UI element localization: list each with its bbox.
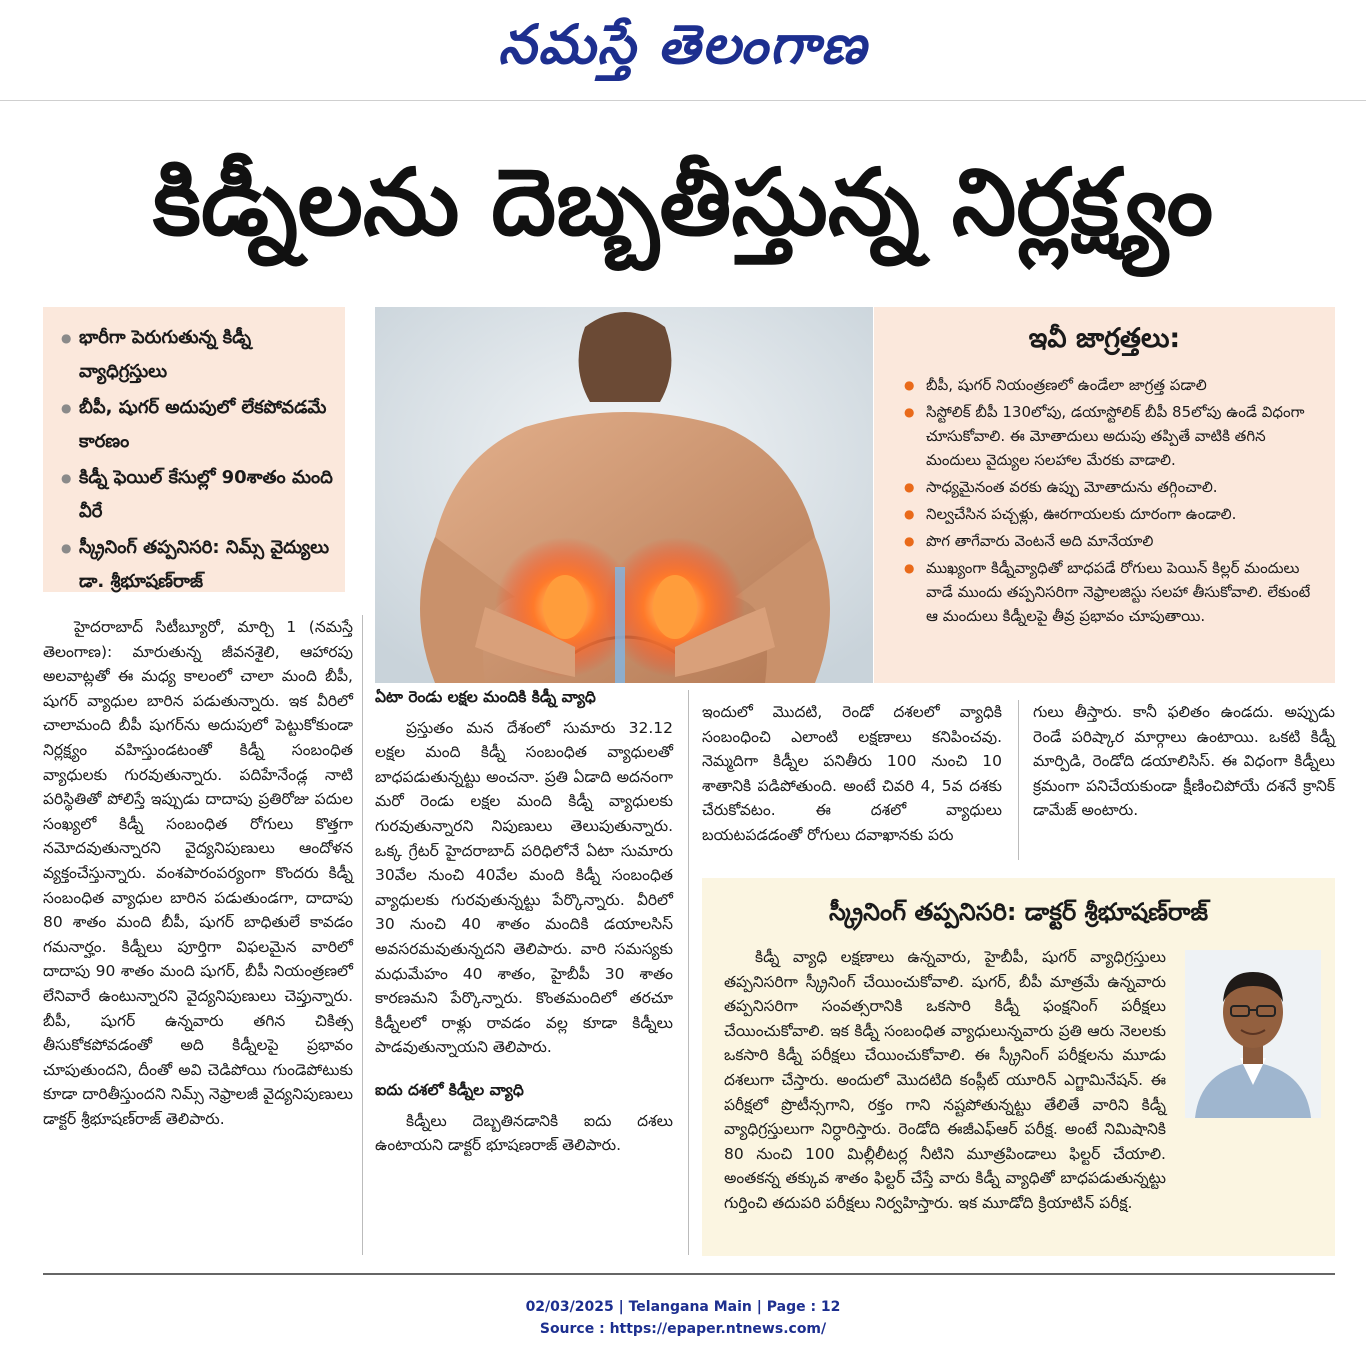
newspaper-logo: నమస్తే తెలంగాణ (498, 12, 868, 76)
page-footer (0, 1296, 1366, 1340)
masthead (0, 0, 1366, 86)
screening-box (702, 878, 1335, 1256)
article-column-4 (1033, 700, 1335, 823)
page-bottom-rule (43, 1273, 1335, 1275)
precaution-item: ● నిల్వచేసిన పచ్చళ్లు, ఊరగాయలకు దూరంగా ఉండాలి. (904, 502, 1319, 526)
article-column-3 (702, 700, 1002, 848)
article-paragraph: కిడ్నీలు దెబ్బతినడానికి ఐదు దశలు ఉంటాయని డాక్టర్ భూషణరాజ్ తెలిపారు. (375, 1111, 673, 1155)
subheading: ఐదు దశలో కిడ్నీల వ్యాధి (375, 1080, 524, 1099)
precaution-item: ● పొగ తాగేవారు వెంటనే అది మానేయాలి (904, 529, 1319, 553)
highlight-item: ● కిడ్నీ ఫెయిల్ కేసుల్లో 90శాతం మంది వీరే (61, 461, 335, 529)
highlight-item: ● భారీగా పెరుగుతున్న కిడ్నీ వ్యాధిగ్రస్తులు (61, 321, 335, 389)
article-column-2 (375, 685, 673, 1158)
subheading: ఏటా రెండు లక్షల మందికి కిడ్నీ వ్యాధి (375, 688, 596, 706)
article-lead-paragraph: హైదరాబాద్ సిటీబ్యూరో, మార్చి 1 (నమస్తే తెలంగాణ): మారుతున్న జీవనశైలి, ఆహారపు అలవాట్లతో ఈ మధ్య కాలంలో చాలా మంది బీపీ, షుగర్ వ్యాధుల బారిన పడుతున్నారు. ఇక వీరిలో చాలామంది బీపీ షుగర్‌ను అదుపులో పెట్టుకోకుండా నిర్లక్ష్యం వహిస్తుండటంతో కిడ్నీ సంబంధిత వ్యాధులకు గురవుతున్నారు. పదిహేనేండ్ల నాటి పరిస్థితితో పోలిస్తే ఇప్పుడు దాదాపు ప్రతిరోజు పదుల సంఖ్యలో కిడ్నీ సంబంధిత రోగులు కొత్తగా నమోదవుతున్నారని వైద్యనిపుణులు ఆందోళన వ్యక్తంచేస్తున్నారు. వంశపారంపర్యంగా కొందరు కిడ్నీ సంబంధిత వ్యాధుల బారిన పడుతుండగా, దాదాపు 80 శాతం మంది బీపీ, షుగర్ బాధితులే కావడం గమనార్హం. కిడ్నీలు పూర్తిగా విఫలమైన వారిలో దాదాపు 90 శాతం మంది షుగర్, బీపీ నియంత్రణలో లేనివారే ఉంటున్నారని వైద్యనిపుణులు చెప్తున్నారు. బీపీ, షుగర్ ఉన్నవారు తగిన చికిత్స తీసుకోకపోవడంతో అది కిడ్నీలపై ప్రభావం చూపుతుందని, దీంతో అవి చెడిపోయి గుండెపోటుకు కూడా దారితీస్తుందని నిమ్స్ నెఫ్రాలజీ వైద్యనిపుణులు డాక్టర్ శ్రీభూషణ్‌రాజ్ తెలిపారు. (43, 618, 353, 1128)
article-column-1 (43, 615, 353, 1131)
screening-paragraph: కిడ్నీ వ్యాధి లక్షణాలు ఉన్నవారు, హైబీపీ, షుగర్ వ్యాధిగ్రస్తులు తప్పనిసరిగా స్క్రీనింగ్ చేయించుకోవాలి. షుగర్, బీపీ మాత్రమే ఉన్నవారు తప్పనిసరిగా సంవత్సరానికి ఒకసారి కిడ్నీ ఫంక్షనింగ్ పరీక్షలు చేయించుకోవాలి. ఇక కిడ్నీ సంబంధిత వ్యాధులున్నవారు ప్రతి ఆరు నెలలకు ఒకసారి కిడ్నీ పరీక్షలు చేయించుకోవాలి. ఈ స్క్రీనింగ్ పరీక్షలను మూడు దశలుగా చేస్తారు. అందులో మొదటిది కంప్లీట్ యూరిన్ ఎగ్జామినేషన్. ఈ పరీక్షలో ప్రొటీన్సగాని, రక్తం గాని నష్టపోతున్నట్టు తేలితే వారిని కిడ్నీ వ్యాధిగ్రస్తులుగా నిర్ధారిస్తారు. రెండోది ఈజీఎఫ్‌ఆర్ పరీక్ష. అంటే నిమిషానికి 80 నుంచి 100 మిల్లీలీటర్ల నీటిని మూత్రపిండాలు ఫిల్టర్ చేయాలి. అంతకన్న తక్కువ శాతం ఫిల్టర్ చేస్తే వారు కిడ్నీ వ్యాధితో బాధపడుతున్నట్టు గుర్తించి తదుపరి పరీక్షలు నిర్వహిస్తారు. ఇక మూడోది క్రియాటిన్ పరీక్ష. (724, 948, 1166, 1212)
precautions-box (874, 307, 1335, 683)
precautions-title: ఇవీ జాగ్రత్తలు: (1028, 323, 1181, 354)
precaution-item: ● సాధ్యమైనంత వరకు ఉప్పు మోతాదును తగ్గించాలి. (904, 475, 1319, 499)
column-divider (362, 615, 363, 1255)
screening-text (724, 945, 1322, 1216)
headline: కిడ్నీలను దెబ్బతీస్తున్న నిర్లక్ష్యం (152, 149, 1214, 256)
highlights-box (43, 307, 345, 592)
highlight-item: ● బీపీ, షుగర్ అదుపులో లేకపోవడమే కారణం (61, 391, 335, 459)
column-divider (688, 690, 689, 1255)
precaution-item: ● సిస్టోలిక్ బీపీ 130లోపు, డయాస్టోలిక్ బీపీ 85లోపు ఉండే విధంగా చూసుకోవాలి. ఈ మోతాదులు అదుపు తప్పితే వాటికి తగిన మందులు వైద్యుల సలహాల మేరకు వాడాలి. (904, 400, 1319, 472)
highlight-item: ● స్క్రీనింగ్ తప్పనిసరి: నిమ్స్ వైద్యులు డా. శ్రీభూషణ్‌రాజ్ (61, 531, 335, 599)
edition-info: 02/03/2025 | Telangana Main | Page : 12 (525, 1299, 841, 1315)
screening-title: స్క్రీనింగ్ తప్పనిసరి: డాక్టర్ శ్రీభూషణ్‌రాజ్ (828, 898, 1209, 926)
article-paragraph: ఇందులో మొదటి, రెండో దశలలో వ్యాధికి సంబంధించి ఎలాంటి లక్షణాలు కనిపించవు. నెమ్మదిగా కిడ్నీల పనితీరు 100 నుంచి 10 శాతానికి పడిపోతుంది. అంటే చివరి 4, 5వ దశకు చేరుకోవటం. ఈ దశలో వ్యాధులు బయటపడడంతో రోగులు దవాఖానకు పరు (702, 703, 1002, 844)
source-link[interactable]: Source : https://epaper.ntnews.com/ (539, 1321, 827, 1337)
masthead-divider (0, 100, 1366, 101)
article-paragraph: గులు తీస్తారు. కానీ ఫలితం ఉండదు. అప్పుడు రెండే పరిష్కార మార్గాలు ఉంటాయి. ఒకటి కిడ్నీ మార్పిడి, రెండోది డయాలిసిస్. ఈ విధంగా కిడ్నీలు క్రమంగా పనిచేయకుండా క్షీణించిపోయే దశనే క్రానిక్ డామేజ్ అంటారు. (1033, 703, 1335, 820)
article-paragraph: ప్రస్తుతం మన దేశంలో సుమారు 32.12 లక్షల మంది కిడ్నీ సంబంధిత వ్యాధులతో బాధపడుతున్నట్టు అంచనా. ప్రతి ఏడాది అదనంగా మరో రెండు లక్షల మంది కిడ్నీ వ్యాధులకు గురవుతున్నారని నిపుణులు తెలుపుతున్నారు. ఒక్క గ్రేటర్ హైదరాబాద్ పరిధిలోనే ఏటా సుమారు 30వేల నుంచి 40వేల మంది కిడ్నీ సంబంధిత వ్యాధులకు గురవుతున్నట్టు పేర్కొన్నారు. వీరిలో 30 నుంచి 40 శాతం మందికి డయాలసిస్ అవసరమవుతున్నదని తెలిపారు. వారి సమస్యకు మధుమేహం 40 శాతం, హైబీపీ 30 శాతం కారణమని పేర్కొన్నారు. కొంతమందిలో తరచూ కిడ్నీలలో రాళ్లు రావడం వల్ల కూడా కిడ్నీలు పాడవుతున్నాయని తెలిపారు. (375, 718, 673, 1057)
precaution-item: ● ముఖ్యంగా కిడ్నీవ్యాధితో బాధపడే రోగులు పెయిన్ కిల్లర్ మందులు వాడే ముందు తప్పనిసరిగా నెఫ్రాలజిస్టు సలహా తీసుకోవాలి. లేకుంటే ఆ మందులు కిడ్నీలపై తీవ్ర ప్రభావం చూపుతాయి. (904, 556, 1319, 628)
back-pain-kidney-photo (375, 307, 873, 683)
column-divider (1018, 700, 1019, 860)
precaution-item: ● బీపీ, షుగర్ నియంత్రణలో ఉండేలా జాగ్రత్త పడాలి (904, 373, 1319, 397)
